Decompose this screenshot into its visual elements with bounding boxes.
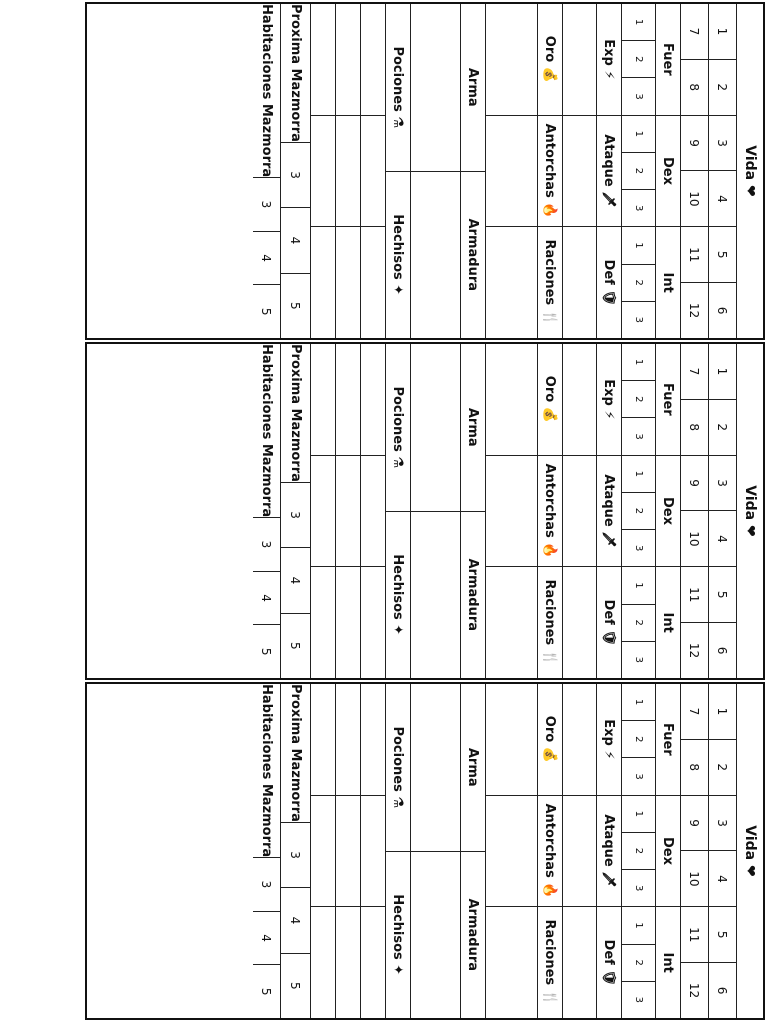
- stat-dex-label: Dex: [656, 116, 680, 228]
- character-sheet-1: [85, 2, 765, 340]
- stat-box[interactable]: 3: [622, 758, 655, 795]
- supplies-boxes-row: [485, 4, 537, 338]
- combat-header-row: [596, 684, 621, 1018]
- character-sheet-2: [85, 342, 765, 680]
- dungeon-num[interactable]: 4: [281, 888, 310, 953]
- life-title: Vida ❤: [742, 145, 758, 197]
- life-box[interactable]: 2: [709, 60, 736, 116]
- combat-box[interactable]: [563, 796, 596, 908]
- magic-box[interactable]: [361, 567, 385, 678]
- supply-box[interactable]: [486, 344, 537, 456]
- life-title-row: [736, 4, 763, 338]
- magic-box[interactable]: [311, 344, 335, 456]
- stat-box[interactable]: 3: [622, 418, 655, 455]
- life-title: Vida ❤: [742, 485, 758, 537]
- life-box[interactable]: 5: [709, 567, 736, 623]
- life-box[interactable]: 2: [709, 740, 736, 796]
- supply-box[interactable]: [486, 567, 537, 678]
- magic-line-row: [310, 344, 335, 678]
- stat-box[interactable]: 3: [622, 78, 655, 115]
- life-box[interactable]: 12: [687, 982, 702, 999]
- stat-box[interactable]: 3: [622, 870, 655, 907]
- life-box[interactable]: 11: [681, 567, 708, 623]
- life-box[interactable]: 3: [709, 456, 736, 512]
- magic-box[interactable]: [336, 4, 360, 116]
- stat-int-label: Int: [660, 272, 676, 293]
- life-row-1: [708, 344, 736, 678]
- life-box[interactable]: 7: [681, 344, 708, 400]
- rooms-label: Habitaciones Mazmorra: [253, 4, 280, 178]
- supplies-boxes-row: [485, 684, 537, 1018]
- exp-label: Exp ⚡: [597, 4, 621, 116]
- magic-line-row: [335, 684, 360, 1018]
- magic-box[interactable]: [361, 796, 385, 908]
- defense-label: Def 🛡: [601, 259, 617, 306]
- dungeon-num[interactable]: 5: [288, 981, 303, 990]
- torches-label: Antorchas 🔥: [538, 796, 562, 908]
- stats-header-row: [655, 684, 680, 1018]
- magic-box[interactable]: [361, 684, 385, 796]
- stat-box[interactable]: 3: [633, 656, 644, 664]
- life-box[interactable]: 2: [709, 400, 736, 456]
- life-row-2: [680, 4, 708, 338]
- combat-boxes-row: [562, 344, 596, 678]
- life-box[interactable]: 4: [709, 171, 736, 227]
- life-box[interactable]: 3: [709, 796, 736, 852]
- life-box[interactable]: 6: [715, 646, 730, 655]
- stat-box[interactable]: 3: [633, 996, 644, 1004]
- stat-box[interactable]: 2: [622, 945, 655, 982]
- magic-box[interactable]: [311, 567, 335, 678]
- magic-box[interactable]: [361, 227, 385, 338]
- next-dungeon-label: Proxima Mazmorra: [281, 344, 310, 483]
- life-title-row: [736, 684, 763, 1018]
- combat-box[interactable]: [563, 684, 596, 796]
- spells-label: Hechisos ✦: [390, 214, 406, 296]
- life-box[interactable]: 10: [681, 511, 708, 567]
- life-box[interactable]: 8: [681, 60, 708, 116]
- magic-header-row: [385, 4, 410, 338]
- character-sheet-3: [85, 682, 765, 1020]
- stat-box[interactable]: 2: [622, 381, 655, 418]
- magic-box[interactable]: [336, 907, 360, 1018]
- rooms-row: [253, 684, 280, 1018]
- life-box[interactable]: 9: [681, 796, 708, 852]
- dungeon-num[interactable]: 4: [281, 208, 310, 273]
- combat-box[interactable]: [563, 567, 596, 678]
- stats-header-row: [655, 4, 680, 338]
- magic-line-row: [360, 4, 385, 338]
- equipment-header-row: [460, 684, 485, 1018]
- rooms-row: [253, 4, 280, 338]
- supply-box[interactable]: [486, 796, 537, 908]
- armor-label: Armadura: [465, 558, 481, 632]
- supplies-header-row: [537, 4, 562, 338]
- life-row-2: [680, 344, 708, 678]
- life-box[interactable]: 5: [709, 907, 736, 963]
- life-box[interactable]: 12: [687, 302, 702, 319]
- equipment-box[interactable]: [411, 512, 460, 679]
- magic-box[interactable]: [361, 116, 385, 228]
- room-num[interactable]: 4: [253, 572, 280, 626]
- gold-label: Oro 💰: [538, 4, 562, 116]
- next-dungeon-row: [280, 344, 310, 678]
- stat-box[interactable]: 2: [622, 41, 655, 78]
- life-box[interactable]: 1: [709, 4, 736, 60]
- potions-label: Pociones ⚗: [386, 344, 410, 512]
- combat-box[interactable]: [563, 456, 596, 568]
- life-box[interactable]: 4: [709, 851, 736, 907]
- stats-boxes-row: [621, 344, 655, 678]
- equipment-boxes-row: [410, 684, 460, 1018]
- life-box[interactable]: 1: [709, 344, 736, 400]
- life-box[interactable]: 3: [709, 116, 736, 172]
- combat-boxes-row: [562, 4, 596, 338]
- life-box[interactable]: 11: [681, 227, 708, 283]
- life-row-1: [708, 684, 736, 1018]
- stat-int-label: Int: [660, 612, 676, 633]
- life-box[interactable]: 10: [681, 171, 708, 227]
- armor-label: Armadura: [465, 218, 481, 292]
- supplies-boxes-row: [485, 344, 537, 678]
- stat-box[interactable]: 2: [622, 605, 655, 642]
- life-box[interactable]: 9: [681, 116, 708, 172]
- combat-box[interactable]: [563, 907, 596, 1018]
- room-num[interactable]: 5: [259, 647, 274, 656]
- dungeon-num[interactable]: 3: [281, 143, 310, 208]
- combat-header-row: [596, 344, 621, 678]
- life-row-1: [708, 4, 736, 338]
- room-num[interactable]: 5: [259, 987, 274, 996]
- combat-box[interactable]: [563, 344, 596, 456]
- supply-box[interactable]: [486, 684, 537, 796]
- equipment-boxes-row: [410, 4, 460, 338]
- magic-line-row: [310, 684, 335, 1018]
- stat-box[interactable]: 1: [622, 4, 655, 41]
- stat-box[interactable]: 1: [622, 907, 655, 944]
- spells-label: Hechisos ✦: [390, 554, 406, 636]
- magic-box[interactable]: [311, 116, 335, 228]
- attack-label: Ataque 🗡: [597, 456, 621, 568]
- life-box[interactable]: 12: [687, 642, 702, 659]
- next-dungeon-label: Proxima Mazmorra: [281, 4, 310, 143]
- life-box[interactable]: 6: [715, 986, 730, 995]
- combat-header-row: [596, 4, 621, 338]
- life-box[interactable]: 9: [681, 456, 708, 512]
- combat-box[interactable]: [563, 227, 596, 338]
- stat-fuer-label: Fuer: [656, 4, 680, 116]
- rooms-label: Habitaciones Mazmorra: [253, 344, 280, 518]
- attack-label: Ataque 🗡: [597, 116, 621, 228]
- magic-box[interactable]: [336, 344, 360, 456]
- magic-box[interactable]: [311, 684, 335, 796]
- weapon-label: Arma: [461, 344, 485, 512]
- dungeon-num[interactable]: 4: [281, 548, 310, 613]
- life-row-2: [680, 684, 708, 1018]
- weapon-label: Arma: [461, 4, 485, 172]
- magic-box[interactable]: [336, 796, 360, 908]
- equipment-boxes-row: [410, 344, 460, 678]
- life-box[interactable]: 11: [681, 907, 708, 963]
- rooms-label: Habitaciones Mazmorra: [253, 684, 280, 858]
- stat-box[interactable]: 1: [622, 684, 655, 721]
- equipment-box[interactable]: [411, 4, 460, 172]
- supply-box[interactable]: [486, 116, 537, 228]
- potions-label: Pociones ⚗: [386, 4, 410, 172]
- magic-box[interactable]: [336, 567, 360, 678]
- next-dungeon-row: [280, 684, 310, 1018]
- life-box[interactable]: 7: [681, 684, 708, 740]
- magic-box[interactable]: [361, 4, 385, 116]
- stat-box[interactable]: 3: [633, 316, 644, 324]
- room-num[interactable]: 3: [253, 178, 280, 232]
- stat-box[interactable]: 2: [622, 833, 655, 870]
- magic-box[interactable]: [336, 116, 360, 228]
- magic-line-row: [360, 684, 385, 1018]
- life-box[interactable]: 1: [709, 684, 736, 740]
- room-num[interactable]: 3: [253, 518, 280, 572]
- life-box[interactable]: 6: [715, 306, 730, 315]
- next-dungeon-row: [280, 4, 310, 338]
- rations-label: Raciones 🍴: [542, 579, 558, 666]
- supply-box[interactable]: [486, 456, 537, 568]
- potions-label: Pociones ⚗: [386, 684, 410, 852]
- equipment-box[interactable]: [411, 852, 460, 1019]
- rations-label: Raciones 🍴: [542, 239, 558, 326]
- stat-box[interactable]: 1: [622, 116, 655, 153]
- rooms-row: [253, 344, 280, 678]
- magic-line-row: [360, 344, 385, 678]
- magic-box[interactable]: [361, 907, 385, 1018]
- attack-label: Ataque 🗡: [597, 796, 621, 908]
- dungeon-num[interactable]: 5: [288, 641, 303, 650]
- magic-line-row: [335, 4, 360, 338]
- room-num[interactable]: 5: [259, 307, 274, 316]
- supplies-header-row: [537, 684, 562, 1018]
- stats-boxes-row: [621, 4, 655, 338]
- stat-int-label: Int: [660, 952, 676, 973]
- supply-box[interactable]: [486, 907, 537, 1018]
- supply-box[interactable]: [486, 227, 537, 338]
- stat-box[interactable]: 1: [622, 567, 655, 604]
- magic-box[interactable]: [361, 456, 385, 568]
- magic-header-row: [385, 344, 410, 678]
- defense-label: Def 🛡: [601, 599, 617, 646]
- room-num[interactable]: 3: [253, 858, 280, 912]
- life-title: Vida ❤: [742, 825, 758, 877]
- stat-box[interactable]: 1: [622, 344, 655, 381]
- supplies-header-row: [537, 344, 562, 678]
- stat-fuer-label: Fuer: [656, 344, 680, 456]
- exp-label: Exp ⚡: [597, 344, 621, 456]
- life-box[interactable]: 4: [709, 511, 736, 567]
- life-box[interactable]: 8: [681, 400, 708, 456]
- magic-box[interactable]: [311, 456, 335, 568]
- stat-box[interactable]: 2: [622, 493, 655, 530]
- magic-line-row: [335, 344, 360, 678]
- torches-label: Antorchas 🔥: [538, 456, 562, 568]
- life-box[interactable]: 7: [681, 4, 708, 60]
- defense-label: Def 🛡: [601, 939, 617, 986]
- gold-label: Oro 💰: [538, 344, 562, 456]
- stats-header-row: [655, 344, 680, 678]
- room-num[interactable]: 4: [253, 232, 280, 286]
- life-box[interactable]: 10: [681, 851, 708, 907]
- dungeon-num[interactable]: 3: [281, 483, 310, 548]
- life-box[interactable]: 5: [709, 227, 736, 283]
- stat-box[interactable]: 3: [622, 530, 655, 567]
- supply-box[interactable]: [486, 4, 537, 116]
- equipment-header-row: [460, 4, 485, 338]
- stat-box[interactable]: 2: [622, 153, 655, 190]
- room-num[interactable]: 4: [253, 912, 280, 966]
- armor-label: Armadura: [465, 898, 481, 972]
- stats-boxes-row: [621, 684, 655, 1018]
- stat-box[interactable]: 1: [622, 456, 655, 493]
- life-box[interactable]: 8: [681, 740, 708, 796]
- rations-label: Raciones 🍴: [542, 919, 558, 1006]
- stat-box[interactable]: 3: [622, 190, 655, 227]
- gold-label: Oro 💰: [538, 684, 562, 796]
- magic-box[interactable]: [336, 456, 360, 568]
- magic-box[interactable]: [336, 684, 360, 796]
- magic-line-row: [310, 4, 335, 338]
- combat-box[interactable]: [563, 4, 596, 116]
- dungeon-num[interactable]: 5: [288, 301, 303, 310]
- weapon-label: Arma: [461, 684, 485, 852]
- stat-dex-label: Dex: [656, 456, 680, 568]
- magic-header-row: [385, 684, 410, 1018]
- magic-box[interactable]: [336, 227, 360, 338]
- magic-box[interactable]: [311, 4, 335, 116]
- stat-box[interactable]: 1: [622, 796, 655, 833]
- magic-box[interactable]: [311, 907, 335, 1018]
- stat-fuer-label: Fuer: [656, 684, 680, 796]
- spells-label: Hechisos ✦: [390, 894, 406, 976]
- combat-boxes-row: [562, 684, 596, 1018]
- stat-box[interactable]: 2: [622, 721, 655, 758]
- combat-box[interactable]: [563, 116, 596, 228]
- equipment-header-row: [460, 344, 485, 678]
- stat-box[interactable]: 2: [622, 265, 655, 302]
- equipment-box[interactable]: [411, 684, 460, 852]
- exp-label: Exp ⚡: [597, 684, 621, 796]
- next-dungeon-label: Proxima Mazmorra: [281, 684, 310, 823]
- torches-label: Antorchas 🔥: [538, 116, 562, 228]
- magic-box[interactable]: [361, 344, 385, 456]
- stat-box[interactable]: 1: [622, 227, 655, 264]
- magic-box[interactable]: [311, 796, 335, 908]
- dungeon-num[interactable]: 3: [281, 823, 310, 888]
- magic-box[interactable]: [311, 227, 335, 338]
- equipment-box[interactable]: [411, 172, 460, 339]
- stat-dex-label: Dex: [656, 796, 680, 908]
- equipment-box[interactable]: [411, 344, 460, 512]
- life-title-row: [736, 344, 763, 678]
